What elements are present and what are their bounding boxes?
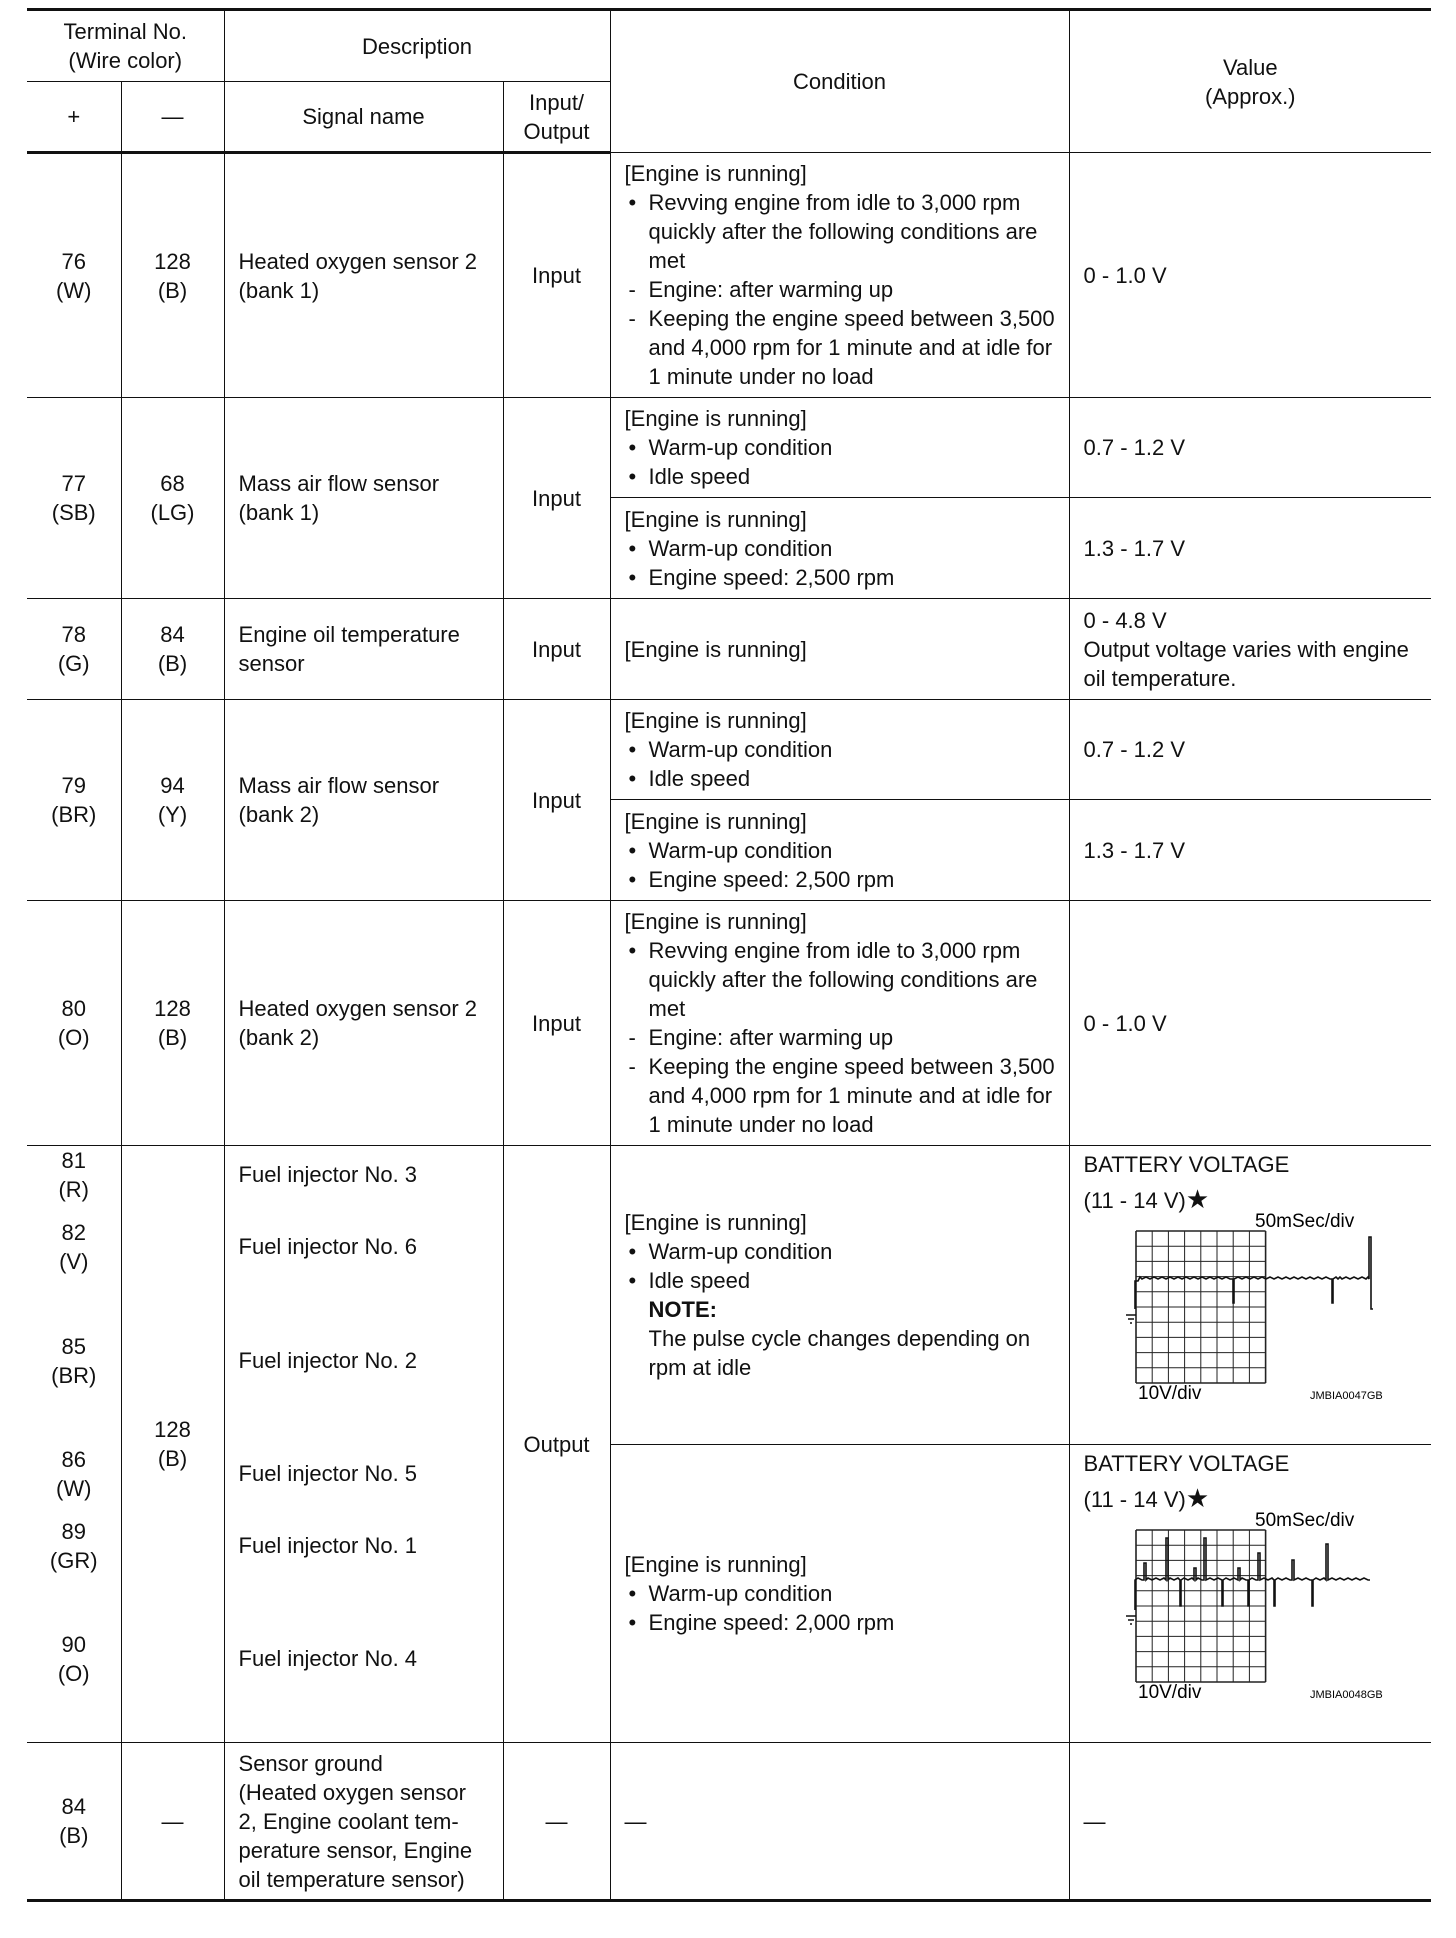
terminal-number: 68: [160, 471, 185, 496]
signal-name-line: perature sensor, Engine: [238, 1837, 473, 1863]
bullet-mark: -: [628, 277, 636, 302]
bullet-mark: -: [628, 1025, 636, 1050]
condition-text: Warm-up condition: [648, 1238, 833, 1264]
wire-color: (SB): [51, 500, 96, 525]
note-label: NOTE:: [648, 1296, 717, 1322]
plus-header: +: [27, 82, 121, 153]
bullet-mark: •: [628, 938, 637, 963]
condition-text: Engine speed: 2,500 rpm: [648, 866, 895, 892]
plus-terminal: [27, 398, 121, 599]
injector-terminal: 82 (V): [59, 1220, 89, 1274]
value-cell: [1069, 599, 1431, 700]
signal-name-line: Fuel injector No. 1: [238, 1533, 418, 1558]
signal-name-line: (bank 2): [238, 802, 320, 827]
terminal-no-header: [27, 10, 224, 82]
condition-item: [625, 188, 1061, 275]
wire-color: (G): [57, 651, 90, 676]
io-value: Input: [503, 901, 610, 1146]
signal-name-line: 2, Engine coolant tem-: [238, 1808, 459, 1834]
condition-head: [Engine is running]: [624, 1209, 807, 1235]
figure-id: JMBIA0047GB: [1309, 1390, 1383, 1402]
condition-cell: [610, 1444, 1069, 1743]
condition-list: [625, 735, 1061, 793]
condition-item: [625, 1052, 1061, 1139]
battery-voltage-block: [1070, 1445, 1432, 1514]
signal-name-line: Heated oxygen sensor 2: [238, 996, 478, 1021]
signal-name-line: (bank 1): [238, 500, 320, 525]
condition-item: • Warm-up condition: [628, 1238, 833, 1264]
condition-text: Warm-up condition: [648, 1580, 833, 1606]
voltage-range: (11 - 14 V)★: [1083, 1184, 1210, 1214]
condition-item: [625, 275, 1061, 304]
condition-item: • Warm-up condition: [628, 435, 833, 460]
value-line: 0 - 4.8 V: [1083, 607, 1167, 633]
pulse-waveform: [1135, 1237, 1373, 1309]
condition-head: [Engine is running]: [624, 909, 807, 934]
condition-item: • Warm-up condition: [628, 737, 833, 762]
condition-head: [Engine is running]: [624, 506, 807, 532]
value-cell: [1069, 1146, 1431, 1445]
condition-text: Warm-up condition: [648, 837, 833, 863]
battery-voltage-block: [1070, 1146, 1432, 1215]
terminal-no-label: Terminal No.: [63, 19, 187, 44]
condition-text: Engine speed: 2,000 rpm: [648, 1609, 895, 1635]
io-value: Input: [503, 700, 610, 901]
condition-cell: [610, 800, 1069, 901]
io-value: Input: [503, 153, 610, 398]
oscilloscope-waveform-idle: [1070, 1209, 1430, 1429]
minus-terminal: —: [121, 1743, 224, 1901]
condition-header: Condition: [610, 10, 1069, 153]
condition-item: • Warm-up condition: [628, 837, 833, 863]
condition-head: [Engine is running]: [624, 161, 807, 186]
terminal-number: 80: [61, 996, 86, 1021]
note-text: The pulse cycle changes depending on rpm at idle: [648, 1325, 1031, 1380]
table-row: [27, 153, 1431, 398]
value-header-line2: (Approx.): [1205, 83, 1296, 109]
value-cell: 0.7 - 1.2 V: [1069, 398, 1431, 498]
condition-list: [625, 188, 1061, 391]
io-header-line2: Output: [523, 118, 590, 144]
io-header: [503, 82, 610, 153]
signal-name-line: (bank 1): [238, 277, 320, 303]
terminal-number: 128: [154, 1417, 191, 1442]
scope-grid: [1136, 1530, 1266, 1682]
condition-text: Idle speed: [648, 1267, 751, 1293]
terminal-number: 84: [61, 1794, 86, 1819]
wire-color-label: (Wire color): [68, 48, 183, 73]
condition-head: [Engine is running]: [624, 708, 807, 733]
signal-name-group: [224, 1146, 503, 1743]
description-header: Description: [224, 10, 610, 82]
wire-color: (W): [56, 277, 92, 303]
bullet-mark: -: [628, 306, 636, 331]
table-row: [27, 599, 1431, 700]
minus-terminal: [121, 599, 224, 700]
voltage-range: (11 - 14 V)★: [1083, 1482, 1210, 1513]
value-line: oil temperature.: [1083, 665, 1237, 691]
value-header-line1: Value: [1222, 54, 1278, 80]
wire-color: (B): [59, 1823, 89, 1848]
signal-name-line: Fuel injector No. 5: [238, 1461, 418, 1486]
condition-item: [625, 1023, 1061, 1052]
condition-text: Engine: after warming up: [648, 1025, 894, 1050]
minus-terminal: [121, 153, 224, 398]
value-cell: 1.3 - 1.7 V: [1069, 800, 1431, 901]
signal-name-line: Fuel injector No. 3: [238, 1162, 418, 1187]
condition-text: Engine: after warming up: [648, 277, 894, 302]
time-scale-label: 50mSec/div: [1254, 1509, 1354, 1531]
condition-text: Revving engine from idle to 3,000 rpm quickly after the following conditions are met: [648, 938, 1038, 1021]
value-cell: [1069, 1444, 1431, 1743]
condition-text: Keeping the engine speed between 3,500 and 4,000 rpm for 1 minute and at idle for 1 minute under no load: [648, 306, 1055, 389]
signal-name: [224, 599, 503, 700]
condition-head: [Engine is running]: [624, 808, 807, 834]
condition-list: [625, 433, 1061, 491]
terminal-table-page: [27, 8, 1431, 1924]
voltage-scale-label: 10V/div: [1137, 1681, 1201, 1703]
condition-head: [Engine is running]: [624, 406, 807, 431]
io-value: Input: [503, 398, 610, 599]
bullet-mark: -: [628, 1054, 636, 1079]
voltage-scale-label: 10V/div: [1137, 1383, 1201, 1404]
signal-name-line: Mass air flow sensor: [238, 471, 440, 496]
wire-color: (B): [157, 1446, 188, 1471]
signal-name-line: Sensor ground: [238, 1750, 383, 1776]
signal-name-line: Heated oxygen sensor 2: [238, 248, 478, 274]
terminal-number: 84: [160, 622, 185, 647]
signal-name-line: (bank 2): [238, 1025, 320, 1050]
value-line: Output voltage varies with engine: [1083, 636, 1409, 662]
wire-color: (O): [57, 1025, 90, 1050]
condition-head: [Engine is running]: [624, 1551, 807, 1577]
wire-color: (B): [157, 1025, 188, 1050]
table-row: [27, 700, 1431, 800]
wire-color: (B): [157, 277, 188, 303]
signal-name: [224, 901, 503, 1146]
condition-text: Warm-up condition: [648, 435, 833, 460]
bullet-mark: •: [628, 190, 637, 215]
signal-name-line: Engine oil temperature: [238, 622, 460, 647]
condition-item: • Idle speed: [628, 766, 751, 791]
io-value: Input: [503, 599, 610, 700]
plus-terminal: [27, 153, 121, 398]
plus-terminal-group: [27, 1146, 121, 1743]
terminal-number: 128: [154, 996, 191, 1021]
condition-text: Keeping the engine speed between 3,500 and 4,000 rpm for 1 minute and at idle for 1 minute under no load: [648, 1054, 1055, 1137]
condition-cell: [610, 599, 1069, 700]
figure-id: JMBIA0048GB: [1309, 1688, 1383, 1701]
value-cell: —: [1069, 1743, 1431, 1901]
condition-head: [Engine is running]: [624, 636, 807, 662]
minus-terminal: [121, 901, 224, 1146]
condition-text: Engine speed: 2,500 rpm: [648, 564, 895, 590]
signal-name-header: Signal name: [224, 82, 503, 153]
condition-text: Idle speed: [648, 464, 751, 489]
condition-cell: [610, 700, 1069, 800]
terminal-number: 128: [154, 248, 191, 274]
signal-name: [224, 153, 503, 398]
plus-terminal: [27, 599, 121, 700]
condition-text: Revving engine from idle to 3,000 rpm quickly after the following conditions are met: [648, 190, 1038, 273]
ground-symbol: [1126, 1616, 1136, 1624]
value-cell: 1.3 - 1.7 V: [1069, 498, 1431, 599]
io-value: —: [503, 1743, 610, 1901]
io-header-line1: Input/: [529, 89, 585, 115]
condition-item: [625, 304, 1061, 391]
condition-cell: [610, 498, 1069, 599]
condition-item: • Engine speed: 2,000 rpm: [628, 1609, 895, 1635]
condition-item: • Warm-up condition: [628, 1580, 833, 1606]
plus-terminal: [27, 901, 121, 1146]
oscilloscope-waveform-2000rpm: [1070, 1508, 1430, 1728]
signal-name-line: oil temperature sensor): [238, 1866, 465, 1892]
signal-name-line: sensor: [238, 651, 305, 676]
condition-list: [625, 534, 1061, 592]
signal-name-line: (Heated oxygen sensor: [238, 1779, 466, 1805]
signal-name: [224, 398, 503, 599]
star-icon: ★: [1185, 1184, 1210, 1214]
injector-terminal: 90 (O): [57, 1632, 90, 1686]
condition-text: Warm-up condition: [648, 737, 833, 762]
condition-item: • Engine speed: 2,500 rpm: [628, 564, 895, 590]
table-row: [27, 901, 1431, 1146]
injector-terminal: 85 (BR): [51, 1334, 97, 1388]
terminal-number: 79: [61, 773, 86, 798]
condition-list: [625, 936, 1061, 1139]
condition-list: [625, 1579, 1061, 1637]
wire-color: (LG): [150, 500, 195, 525]
value-header: [1069, 10, 1431, 153]
note-block: [625, 1295, 1061, 1382]
plus-terminal: [27, 700, 121, 901]
signal-name-line: Fuel injector No. 2: [238, 1348, 418, 1373]
minus-terminal: [121, 700, 224, 901]
condition-list: [625, 836, 1061, 894]
condition-item: [625, 936, 1061, 1023]
condition-text: Idle speed: [648, 766, 751, 791]
table-row: [27, 1146, 1431, 1445]
signal-name: [224, 1743, 503, 1901]
condition-list: [625, 1237, 1061, 1295]
value-cell: 0 - 1.0 V: [1069, 153, 1431, 398]
injector-terminal: 89 (GR): [49, 1519, 98, 1573]
table-row: [27, 1743, 1431, 1901]
condition-item: • Idle speed: [628, 464, 751, 489]
condition-cell: [610, 901, 1069, 1146]
battery-voltage-label: BATTERY VOLTAGE: [1083, 1450, 1290, 1476]
wire-color: (BR): [51, 802, 97, 827]
condition-cell: [610, 1146, 1069, 1445]
minus-terminal: [121, 1146, 224, 1743]
signal-name-line: Fuel injector No. 6: [238, 1234, 418, 1259]
terminal-table: [27, 8, 1431, 1902]
condition-cell: [610, 398, 1069, 498]
condition-cell: [610, 153, 1069, 398]
minus-terminal: [121, 398, 224, 599]
condition-cell: —: [610, 1743, 1069, 1901]
table-row: [27, 398, 1431, 498]
terminal-number: 94: [160, 773, 185, 798]
value-cell: 0 - 1.0 V: [1069, 901, 1431, 1146]
signal-name-line: Mass air flow sensor: [238, 773, 440, 798]
injector-terminal: 86 (W): [56, 1447, 92, 1501]
condition-item: • Engine speed: 2,500 rpm: [628, 866, 895, 892]
io-value: Output: [503, 1146, 610, 1743]
wire-color: (B): [157, 651, 188, 676]
signal-name: [224, 700, 503, 901]
value-cell: 0.7 - 1.2 V: [1069, 700, 1431, 800]
battery-voltage-label: BATTERY VOLTAGE: [1083, 1152, 1290, 1177]
wire-color: (Y): [157, 802, 188, 827]
condition-text: Warm-up condition: [648, 535, 833, 561]
condition-item: • Idle speed: [628, 1267, 751, 1293]
terminal-number: 77: [61, 471, 86, 496]
star-icon: ★: [1185, 1482, 1210, 1513]
minus-header: —: [121, 82, 224, 153]
pulse-waveform: [1135, 1538, 1370, 1610]
terminal-number: 76: [61, 248, 86, 274]
signal-name-line: Fuel injector No. 4: [238, 1646, 418, 1671]
condition-item: • Warm-up condition: [628, 535, 833, 561]
injector-terminal: 81 (R): [58, 1148, 90, 1202]
ground-symbol: [1126, 1315, 1136, 1323]
time-scale-label: 50mSec/div: [1254, 1211, 1354, 1232]
scope-grid: [1136, 1231, 1266, 1383]
terminal-number: 78: [61, 622, 86, 647]
plus-terminal: [27, 1743, 121, 1901]
